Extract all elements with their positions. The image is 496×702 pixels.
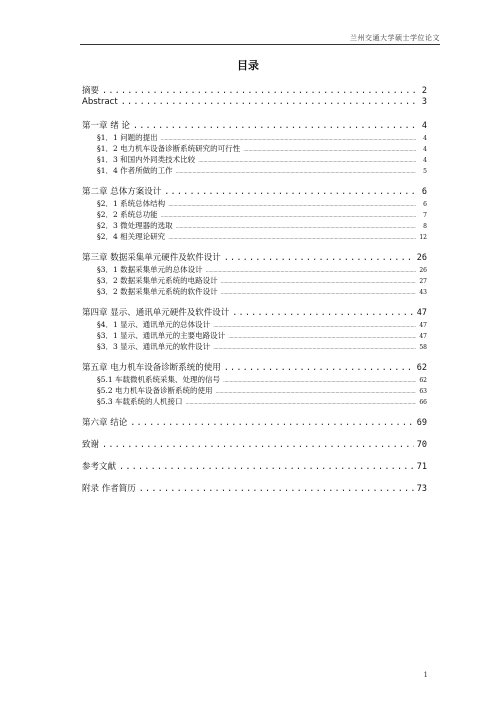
toc-section-entry[interactable] — [82, 330, 427, 341]
toc-leader-dots — [133, 121, 416, 131]
toc-chapter-entry[interactable] — [82, 251, 427, 264]
toc-entry-page: 27 — [419, 278, 427, 285]
toc-chapter-entry[interactable] — [82, 361, 427, 374]
toc-entry-page: 5 — [423, 168, 427, 175]
toc-leader-dots — [206, 265, 416, 274]
toc-entry-label: §3．1 显示、通讯单元的主要电路设计 — [97, 331, 226, 340]
toc-entry-page: 7 — [423, 212, 427, 219]
toc-leader-dots — [224, 363, 414, 373]
toc-spacer — [82, 352, 427, 361]
toc-leader-dots — [223, 375, 416, 384]
toc-chapter-entry[interactable] — [82, 438, 427, 451]
toc-entry-label: §4．1 显示、通讯单元的总体设计 — [97, 320, 211, 329]
toc-entry-page: 3 — [421, 97, 427, 107]
toc-spacer — [82, 297, 427, 306]
toc-leader-dots — [216, 386, 416, 395]
toc-leader-dots — [161, 133, 416, 142]
toc-section-entry[interactable] — [82, 143, 427, 154]
toc-entry-label: §3．1 数据采集单元的总体设计 — [97, 265, 203, 274]
toc-entry-label: 第二章 总体方案设计 — [82, 187, 162, 197]
header-rule — [80, 44, 440, 45]
toc-section-entry[interactable] — [82, 264, 427, 275]
toc-section-entry[interactable] — [82, 396, 427, 407]
toc-leader-dots — [139, 484, 414, 494]
toc-entry-page: 2 — [421, 86, 427, 96]
toc-entry-page: 66 — [419, 399, 427, 406]
toc-chapter-entry[interactable] — [82, 460, 427, 473]
toc-entry-label: §5.1 车载微机系统采集、处理的信号 — [97, 375, 221, 384]
toc-entry-label: §1．1 问题的提出 — [97, 133, 158, 142]
toc-spacer — [82, 242, 427, 251]
toc-entry-page: 62 — [419, 377, 427, 384]
toc-section-entry[interactable] — [82, 220, 427, 231]
toc-leader-dots — [161, 210, 416, 219]
toc-leader-dots — [221, 276, 416, 285]
toc-chapter-entry[interactable] — [82, 416, 427, 429]
toc-entry-page: 8 — [423, 223, 427, 230]
toc-spacer — [82, 473, 427, 482]
toc-section-entry[interactable] — [82, 165, 427, 176]
toc-section-entry[interactable] — [82, 286, 427, 297]
toc-entry-page: 71 — [416, 462, 427, 472]
toc-entry-page: 4 — [423, 135, 427, 142]
toc-entry-page: 26 — [416, 253, 427, 263]
toc-entry-label: 第六章 结论 — [82, 418, 128, 428]
toc-leader-dots — [121, 97, 416, 107]
toc-spacer — [82, 429, 427, 438]
toc-section-entry[interactable] — [82, 198, 427, 209]
toc-leader-dots — [164, 187, 416, 197]
toc-leader-dots — [228, 331, 416, 340]
toc-entry-page: 12 — [419, 234, 427, 241]
toc-leader-dots — [102, 86, 416, 96]
toc-section-entry[interactable] — [82, 275, 427, 286]
toc-leader-dots — [119, 462, 414, 472]
toc-entry-page: 47 — [416, 308, 427, 318]
toc-entry-page: 73 — [416, 484, 427, 494]
toc-entry-label: §1．2 电力机车设备诊断系统研究的可行性 — [97, 144, 241, 153]
toc-entry-page: 4 — [423, 146, 427, 153]
toc-entry-label: §3．2 数据采集单元系统的软件设计 — [97, 287, 218, 296]
running-header: 兰州交通大学硕士学位论文 — [350, 34, 440, 42]
toc-chapter-entry[interactable] — [82, 185, 427, 198]
toc-leader-dots — [232, 308, 414, 318]
toc-section-entry[interactable] — [82, 385, 427, 396]
toc-entry-page: 47 — [419, 322, 427, 329]
toc-entry-label: §3．3 显示、通讯单元的软件设计 — [97, 342, 211, 351]
toc-spacer — [82, 451, 427, 460]
page-number: 1 — [423, 671, 428, 679]
toc-section-entry[interactable] — [82, 209, 427, 220]
toc-section-entry[interactable] — [82, 132, 427, 143]
toc-section-entry[interactable] — [82, 374, 427, 385]
toc-leader-dots — [168, 199, 416, 208]
toc-section-entry[interactable] — [82, 154, 427, 165]
toc-leader-dots — [176, 166, 416, 175]
toc-entry-label: §1．3 和国内外同类技术比较 — [97, 155, 196, 164]
toc-spacer — [82, 407, 427, 416]
toc-entry-label: 第一章 绪 论 — [82, 121, 130, 131]
toc-entry-label: 第四章 显示、通讯单元硬件及软件设计 — [82, 308, 230, 318]
toc-chapter-entry[interactable] — [82, 119, 427, 132]
toc-entry-label: §2．3 微处理器的选取 — [97, 221, 173, 230]
toc-entry-label: §3．2 数据采集单元系统的电路设计 — [97, 276, 218, 285]
toc-leader-dots — [213, 320, 416, 329]
toc-leader-dots — [224, 253, 414, 263]
toc-entry-label: 致谢 — [82, 440, 100, 450]
toc-entry-label: §5.2 电力机车设备诊断系统的使用 — [97, 386, 213, 395]
toc-entry-label: 附录 作者简历 — [82, 484, 136, 494]
toc-leader-dots — [176, 221, 416, 230]
toc-leader-dots — [213, 342, 416, 351]
toc-leader-dots — [198, 155, 416, 164]
toc-entry-label: 第三章 数据采集单元硬件及软件设计 — [82, 253, 221, 263]
toc-chapter-entry[interactable] — [82, 84, 427, 97]
toc-entry-label: Abstract — [82, 97, 118, 107]
toc-entry-page: 43 — [419, 289, 427, 296]
toc-entry-page: 58 — [419, 344, 427, 351]
toc-entry-page: 62 — [416, 363, 427, 373]
toc-entry-page: 70 — [416, 440, 427, 450]
toc-chapter-entry[interactable] — [82, 306, 427, 319]
toc-entry-label: 参考文献 — [82, 462, 117, 472]
toc-leader-dots — [221, 287, 416, 296]
toc-entry-page: 6 — [421, 187, 427, 197]
toc-leader-dots — [102, 440, 414, 450]
page-title: 目录 — [237, 59, 259, 72]
toc-section-entry[interactable] — [82, 231, 427, 242]
toc-leader-dots — [243, 144, 416, 153]
toc-entry-label: §2．2 系统总功能 — [97, 210, 158, 219]
toc-entry-page: 47 — [419, 333, 427, 340]
toc-leader-dots — [168, 232, 416, 241]
toc-entry-label: §1．4 作者所做的工作 — [97, 166, 173, 175]
toc-entry-page: 26 — [419, 267, 427, 274]
toc-entry-label: 摘要 — [82, 86, 100, 96]
toc-section-entry[interactable] — [82, 319, 427, 330]
toc-leader-dots — [186, 397, 416, 406]
toc-entry-page: 4 — [421, 121, 427, 131]
toc-entry-page: 63 — [419, 388, 427, 395]
toc-entry-label: §2．4 相关理论研究 — [97, 232, 166, 241]
toc-entry-label: §2．1 系统总体结构 — [97, 199, 166, 208]
toc-entry-label: 第五章 电力机车设备诊断系统的使用 — [82, 363, 221, 373]
toc-entry-label: §5.3 车载系统的人机接口 — [97, 397, 183, 406]
toc-spacer — [82, 110, 427, 119]
toc-leader-dots — [130, 418, 414, 428]
toc-chapter-entry[interactable] — [82, 97, 427, 110]
toc-entry-page: 4 — [423, 157, 427, 164]
toc-entry-page: 69 — [416, 418, 427, 428]
toc-chapter-entry[interactable] — [82, 482, 427, 495]
toc-spacer — [82, 176, 427, 185]
table-of-contents — [82, 84, 427, 495]
toc-section-entry[interactable] — [82, 341, 427, 352]
toc-entry-page: 6 — [423, 201, 427, 208]
